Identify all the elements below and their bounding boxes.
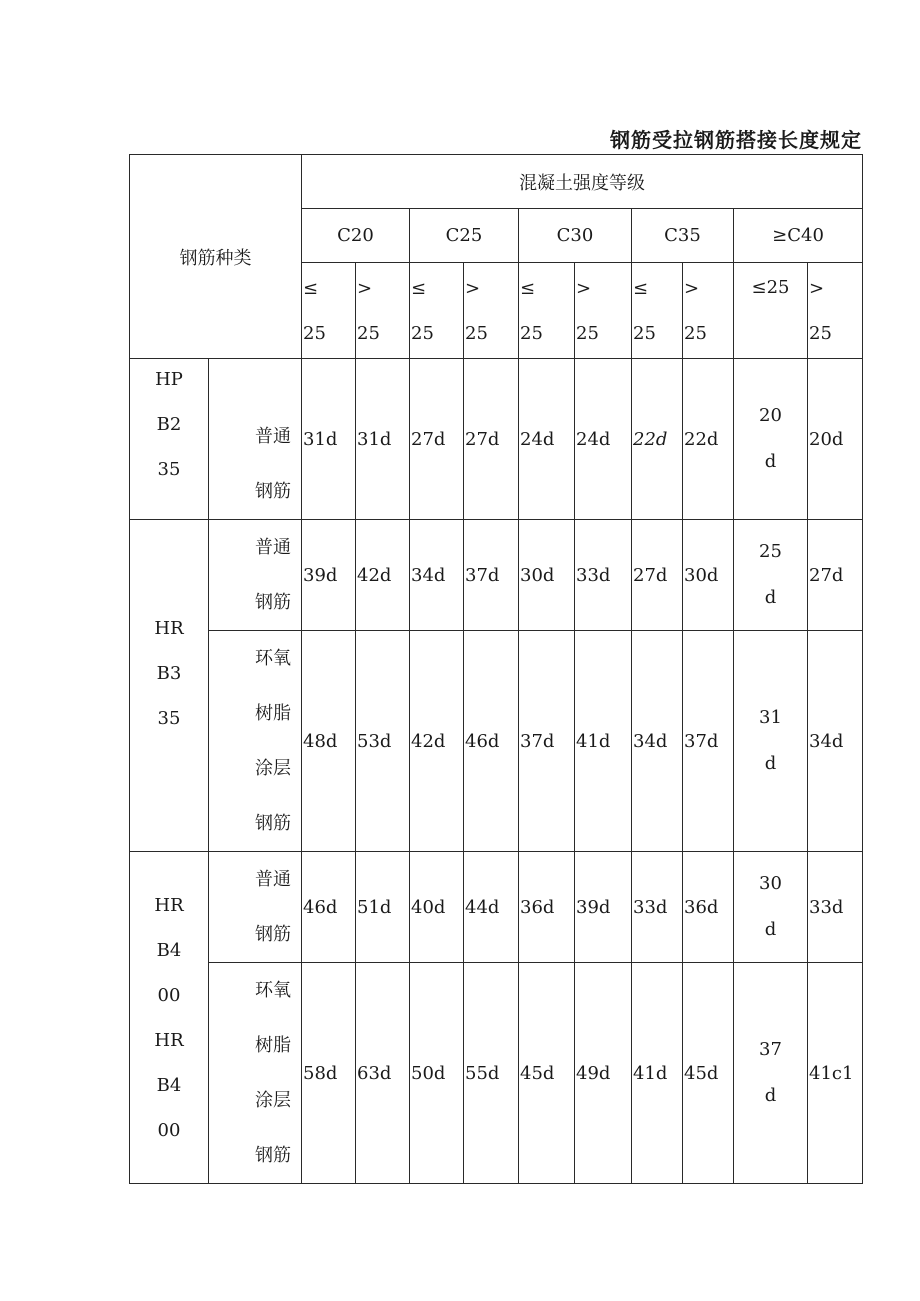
grade-c40: ≥C40 [734,209,863,263]
cond-gt-25: > 25 [808,263,863,359]
value-cell: 24d [575,359,632,520]
cond-le-25: ≤ 25 [302,263,356,359]
value-cell: 50d [410,963,464,1184]
type-plain-rebar: 普通 钢筋 [209,852,302,963]
value-cell: 53d [356,631,410,852]
grade-c35: C35 [632,209,734,263]
page-title: 钢筋受拉钢筋搭接长度规定 [610,128,862,152]
value-cell: 33d [575,520,632,631]
value-cell: 49d [575,963,632,1184]
value-cell: 37d [519,631,575,852]
value-cell: 30d [519,520,575,631]
value-cell: 42d [356,520,410,631]
header-steel-category: 钢筋种类 [130,155,302,359]
value-cell: 22d [632,359,683,520]
cond-gt-25: > 25 [575,263,632,359]
value-cell: 55d [464,963,519,1184]
value-cell: 36d [519,852,575,963]
value-cell: 31d [302,359,356,520]
header-concrete-grade: 混凝土强度等级 [302,155,863,209]
steel-hpb235: HP B2 35 [130,359,209,520]
type-epoxy-coated-rebar: 环氧 树脂 涂层 钢筋 [209,631,302,852]
value-cell: 45d [683,963,734,1184]
value-cell: 39d [302,520,356,631]
grade-c20: C20 [302,209,410,263]
value-cell-c40-le: 37 d [734,963,808,1184]
value-cell: 41d [575,631,632,852]
value-cell: 22d [683,359,734,520]
value-cell: 58d [302,963,356,1184]
value-cell: 33d [632,852,683,963]
value-cell: 44d [464,852,519,963]
value-cell-c40-gt: 34d [808,631,863,852]
value-cell: 39d [575,852,632,963]
value-cell-c40-le: 30 d [734,852,808,963]
cond-le-25: ≤ 25 [519,263,575,359]
type-epoxy-coated-rebar: 环氧 树脂 涂层 钢筋 [209,963,302,1184]
value-cell-c40-gt: 33d [808,852,863,963]
value-cell-c40-le: 20 d [734,359,808,520]
value-cell-c40-gt: 27d [808,520,863,631]
steel-hrb335: HR B3 35 [130,520,209,852]
value-cell: 27d [632,520,683,631]
value-cell: 34d [410,520,464,631]
value-cell: 27d [464,359,519,520]
value-cell: 37d [683,631,734,852]
value-cell: 63d [356,963,410,1184]
cond-le-25-c40: ≤25 [734,263,808,359]
cond-gt-25: > 25 [356,263,410,359]
type-plain-rebar: 普通 钢筋 [209,359,302,520]
cond-gt-25: > 25 [683,263,734,359]
cond-le-25: ≤ 25 [632,263,683,359]
value-cell: 30d [683,520,734,631]
value-cell: 27d [410,359,464,520]
value-cell: 31d [356,359,410,520]
value-cell-c40-le: 25 d [734,520,808,631]
value-cell: 46d [302,852,356,963]
value-cell: 41d [632,963,683,1184]
lap-length-table [129,154,863,1184]
value-cell: 48d [302,631,356,852]
value-cell: 42d [410,631,464,852]
value-cell-c40-le: 31 d [734,631,808,852]
grade-c30: C30 [519,209,632,263]
type-plain-rebar: 普通 钢筋 [209,520,302,631]
value-cell-c40-gt: 20d [808,359,863,520]
cond-gt-25: > 25 [464,263,519,359]
value-cell-c40-gt: 41c1 [808,963,863,1184]
value-cell: 34d [632,631,683,852]
cond-le-25: ≤ 25 [410,263,464,359]
value-cell: 24d [519,359,575,520]
value-cell: 46d [464,631,519,852]
value-cell: 51d [356,852,410,963]
grade-c25: C25 [410,209,519,263]
value-cell: 37d [464,520,519,631]
steel-hrb400: HR B4 00 HR B4 00 [130,852,209,1184]
value-cell: 45d [519,963,575,1184]
value-cell: 40d [410,852,464,963]
value-cell: 36d [683,852,734,963]
